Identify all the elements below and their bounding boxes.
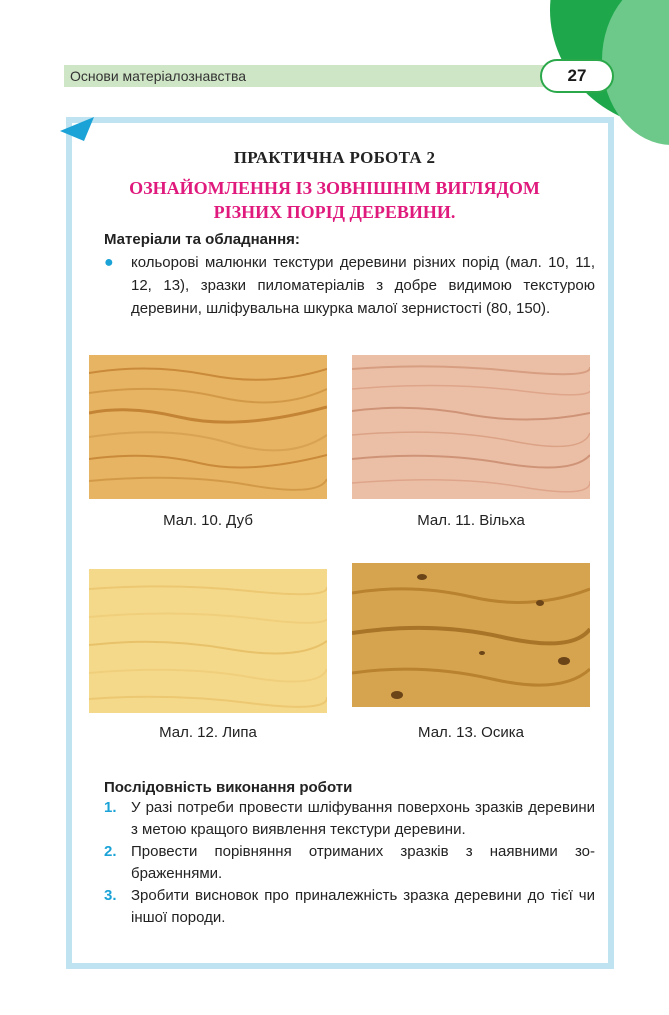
work-title-line1: ОЗНАЙОМЛЕННЯ ІЗ ЗОВНІШНІМ ВИГЛЯДОМ [129,178,540,198]
step-text: Зробити висновок про приналежність зразка деревини до тієї чи іншої породи. [131,887,595,926]
work-title [0,176,669,224]
step-number: 2. [104,843,117,860]
bullet-icon: ● [104,254,114,271]
corner-triangle-icon [60,117,94,141]
work-title-line2: РІЗНИХ ПОРІД ДЕРЕВИНИ. [213,202,456,222]
materials-item: кольорові малюнки текстури деревини різних порід (мал. 10, 11, 12, 13), зразки пиломатеріалів з добре видимою текстурою деревини, шліфувальна шкурка малої зернистості (80, 150). [131,254,595,317]
procedure-heading: Послідовність виконання роботи [104,779,353,796]
figure-caption: Мал. 10. Дуб [163,512,253,529]
step-number: 1. [104,799,117,816]
figure-caption: Мал. 11. Вільха [417,512,525,529]
figure-caption: Мал. 12. Липа [159,724,257,741]
section-title: Основи матеріалознавства [70,68,247,84]
linden-wood-image [89,569,327,713]
page-number: 27 [540,59,614,93]
work-label: ПРАКТИЧНА РОБОТА 2 [233,148,436,167]
aspen-wood-image [352,563,590,707]
oak-wood-image [89,355,327,499]
alder-wood-image [352,355,590,499]
figure-caption: Мал. 13. Осика [418,724,524,741]
step-number: 3. [104,887,117,904]
materials-heading: Матеріали та обладнання: [104,231,300,248]
step-text: Провести порівняння отриманих зразків з наявними зображеннями. [131,843,595,882]
step-text: У разі потреби провести шліфування поверхонь зразків деревини з метою кращого виявлення текстури деревини. [131,799,595,838]
